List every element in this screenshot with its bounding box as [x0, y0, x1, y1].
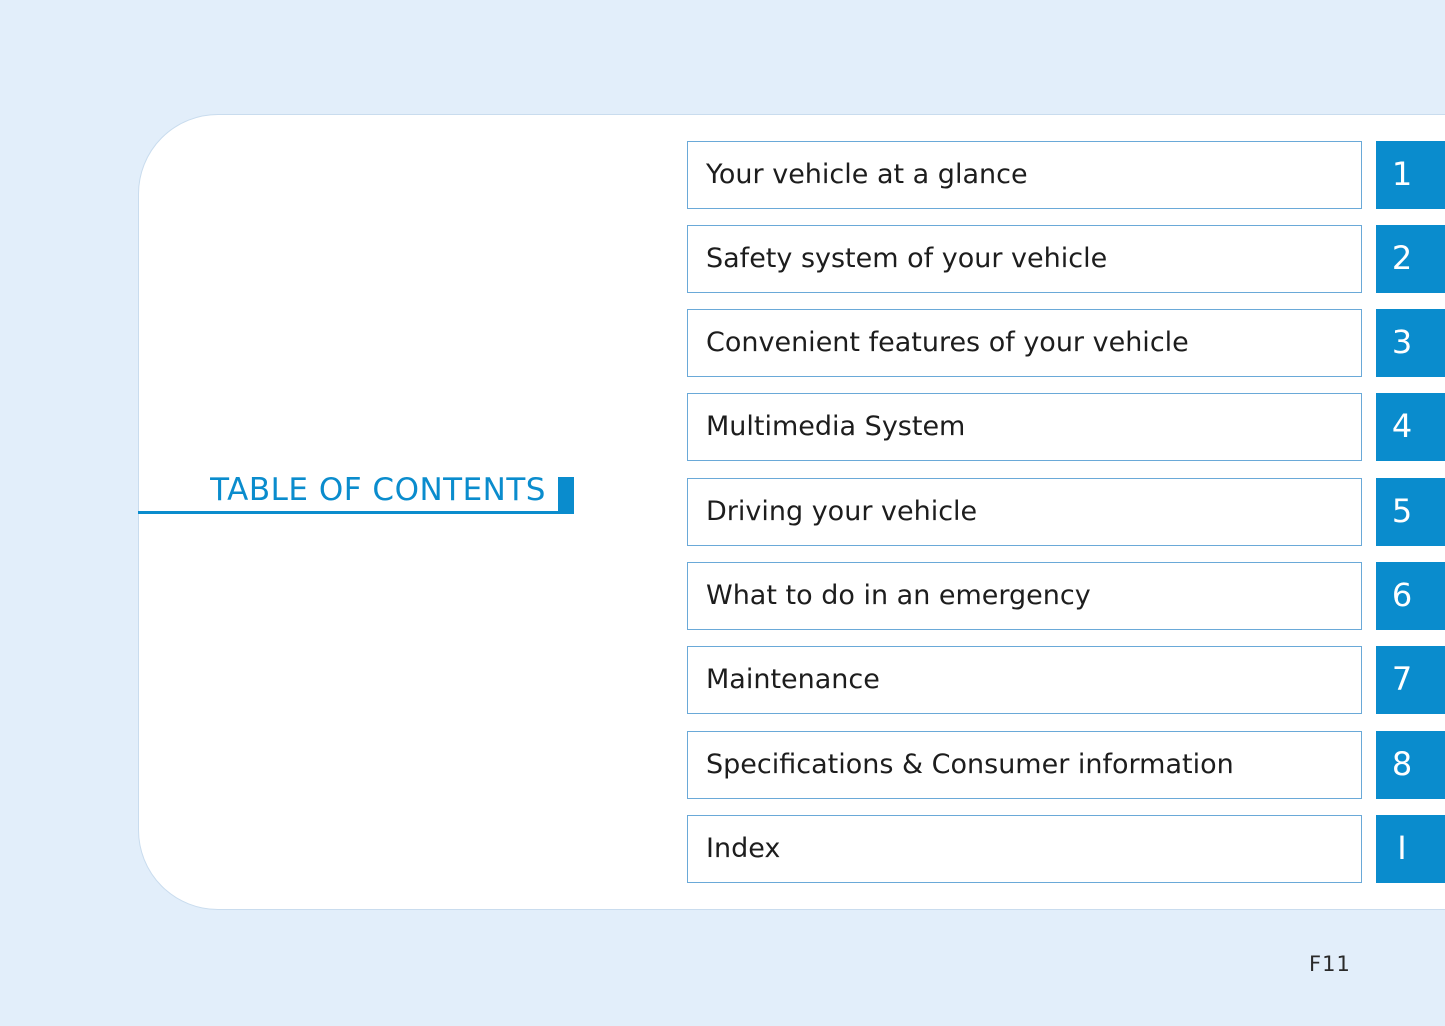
toc-entry-8[interactable]: [687, 731, 1445, 799]
chapter-tab[interactable]: [1376, 646, 1445, 714]
chapter-tab[interactable]: [1376, 731, 1445, 799]
entry-box: [687, 731, 1362, 799]
toc-entry-index[interactable]: [687, 815, 1445, 883]
toc-entry-3[interactable]: [687, 309, 1445, 377]
chapter-tab[interactable]: [1376, 815, 1445, 883]
entry-label: Convenient features of your vehicle: [706, 327, 1189, 358]
chapter-tab[interactable]: [1376, 393, 1445, 461]
chapter-tab[interactable]: [1376, 225, 1445, 293]
toc-entry-2[interactable]: [687, 225, 1445, 293]
entry-label: Multimedia System: [706, 411, 966, 442]
chapter-tab[interactable]: [1376, 478, 1445, 546]
toc-entry-6[interactable]: [687, 562, 1445, 630]
entry-box: [687, 646, 1362, 714]
entry-box: [687, 562, 1362, 630]
entry-label: Driving your vehicle: [706, 496, 978, 527]
entry-box: [687, 309, 1362, 377]
chapter-number: 7: [1391, 660, 1413, 698]
page-code: F11: [1309, 952, 1351, 976]
toc-entry-5[interactable]: [687, 478, 1445, 546]
chapter-number: 3: [1391, 323, 1413, 361]
chapter-number: 2: [1391, 239, 1413, 277]
entry-box: [687, 225, 1362, 293]
entry-label: Safety system of your vehicle: [706, 243, 1108, 274]
entry-box: [687, 815, 1362, 883]
chapter-number: 8: [1391, 745, 1413, 783]
chapter-number: 5: [1391, 492, 1413, 530]
entry-label: What to do in an emergency: [706, 580, 1091, 611]
toc-entry-1[interactable]: [687, 141, 1445, 209]
toc-title: TABLE OF CONTENTS: [210, 472, 546, 508]
entry-label: Your vehicle at a glance: [706, 159, 1028, 190]
title-accent-bar: [558, 477, 574, 514]
title-underline: [138, 511, 574, 514]
chapter-number: 6: [1391, 576, 1413, 614]
chapter-tab[interactable]: [1376, 562, 1445, 630]
entry-box: [687, 393, 1362, 461]
toc-heading: [138, 468, 574, 514]
chapter-tab[interactable]: [1376, 141, 1445, 209]
entry-label: Maintenance: [706, 664, 880, 695]
chapter-number: 1: [1391, 155, 1413, 193]
entry-label: Specifications & Consumer information: [706, 749, 1234, 780]
chapter-tab[interactable]: [1376, 309, 1445, 377]
entry-box: [687, 478, 1362, 546]
entry-box: [687, 141, 1362, 209]
toc-entry-7[interactable]: [687, 646, 1445, 714]
toc-entry-4[interactable]: [687, 393, 1445, 461]
chapter-number: 4: [1391, 407, 1413, 445]
chapter-number: I: [1397, 829, 1407, 867]
entry-label: Index: [706, 833, 781, 864]
